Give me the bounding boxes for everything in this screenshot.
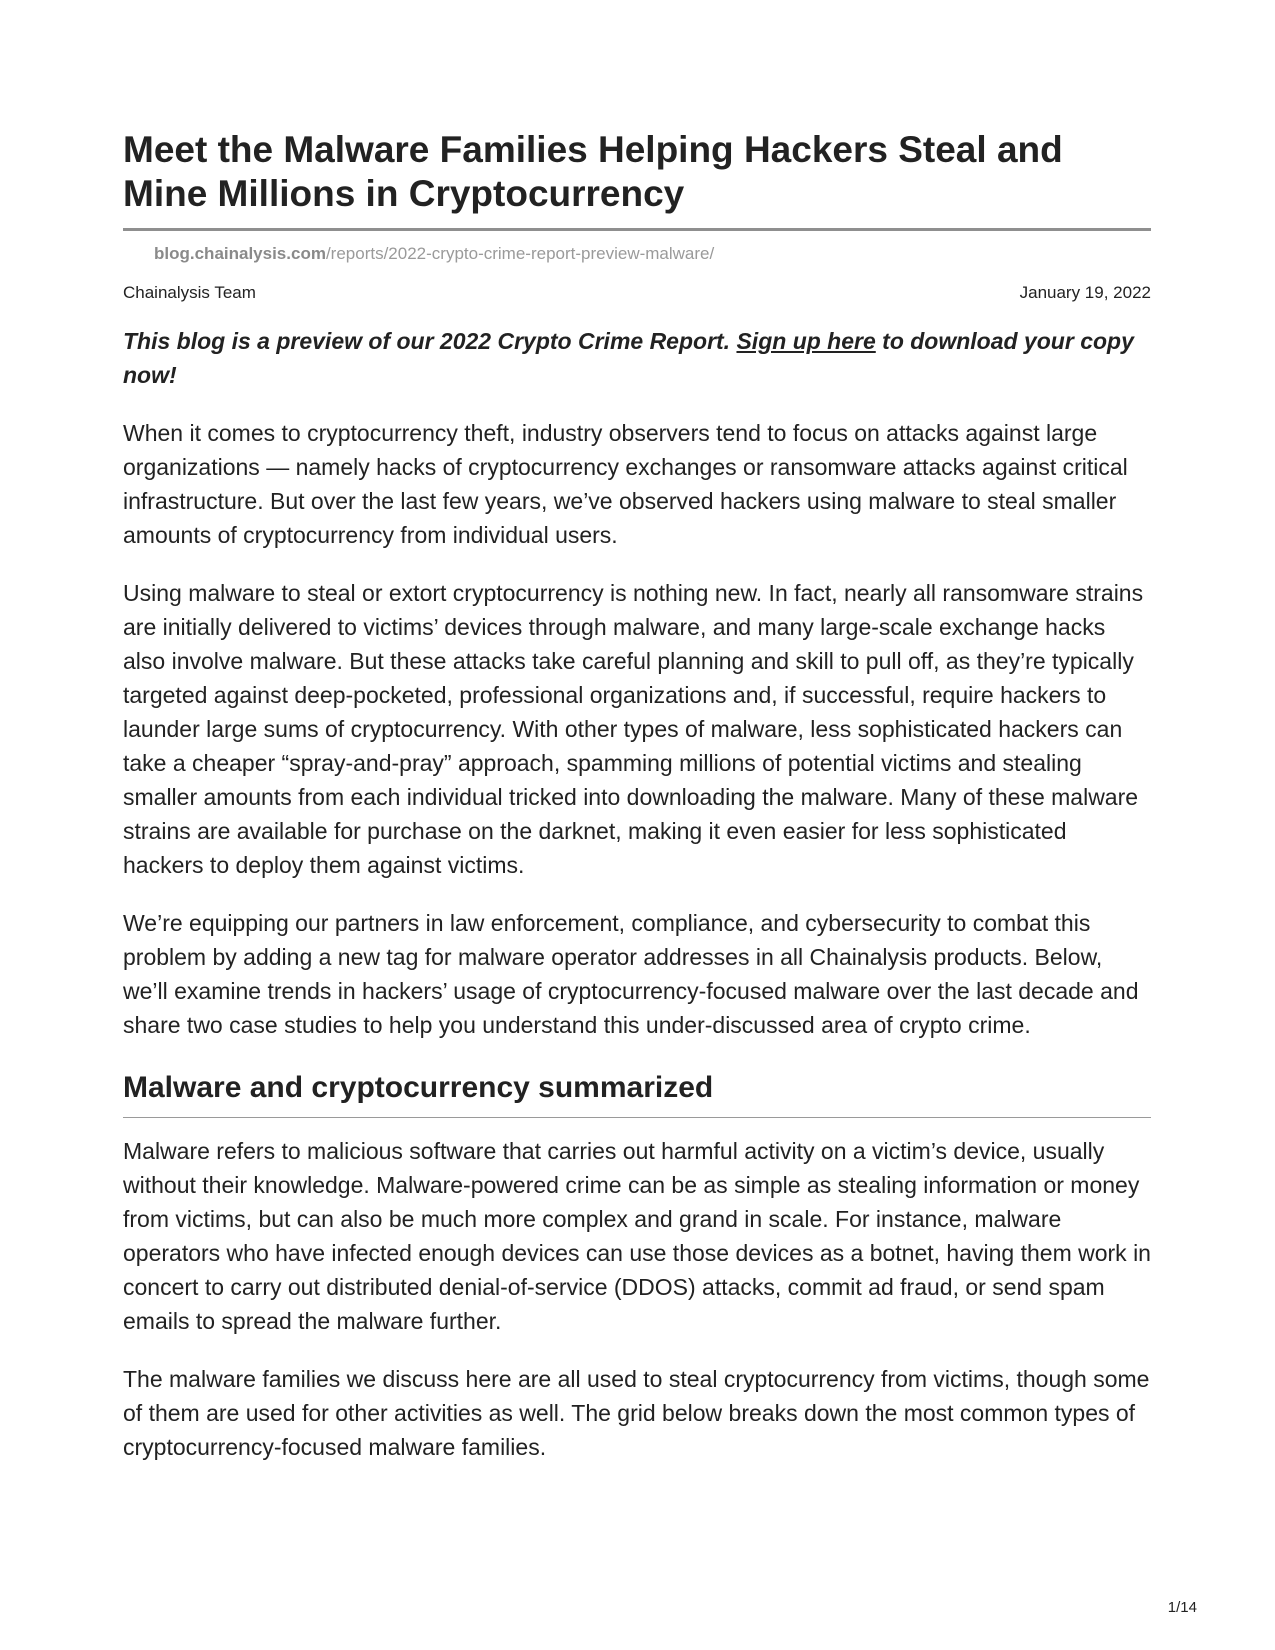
article-title: Meet the Malware Families Helping Hackers Steal and Mine Millions in Cryptocurrency <box>123 129 1063 214</box>
paragraph: Using malware to steal or extort cryptocurrency is nothing new. In fact, nearly all ransomware strains are initially delivered to victims’ devices through malware, and many large-scale exchange hacks also involve malware. But these attacks take careful planning and skill to pull off, as they’re typically targeted against deep-pocketed, professional organizations and, if successful, require hackers to launder large sums of cryptocurrency. With other types of malware, less sophisticated hackers can take a cheaper “spray-and-pray” approach, spamming millions of potential victims and stealing smaller amounts from each individual tricked into downloading the malware. Many of these malware strains are available for purchase on the darknet, making it even easier for less sophisticated hackers to deploy them against victims. <box>123 580 1144 878</box>
paragraph: We’re equipping our partners in law enforcement, compliance, and cybersecurity to combat this problem by adding a new tag for malware operator addresses in all Chainalysis products. Below, we’ll examine trends in hackers’ usage of cryptocurrency-focused malware over the last decade and share two case studies to help you understand this under-discussed area of crypto crime. <box>123 910 1139 1038</box>
section-heading: Malware and cryptocurrency summarized <box>123 1071 714 1104</box>
paragraph: Malware refers to malicious software that carries out harmful activity on a victim’s device, usually without their knowledge. Malware-powered crime can be as simple as stealing information or money from victims, but can also be much more complex and grand in scale. For instance, malware operators who have infected enough devices can use those devices as a botnet, having them work in concert to carry out distributed denial-of-service (DDOS) attacks, commit ad fraud, or send spam emails to spread the malware further. <box>123 1138 1151 1334</box>
article <box>123 122 1151 1464</box>
url-path[interactable]: /reports/2022-crypto-crime-report-preview-malware/ <box>325 244 715 263</box>
article-meta <box>123 282 1151 304</box>
url-host[interactable]: blog.chainalysis.com <box>154 244 326 263</box>
intro-text-after: to download your copy now! <box>123 328 1134 388</box>
source-url[interactable] <box>123 243 1151 265</box>
intro-text-before: This blog is a preview of our 2022 Crypto Crime Report. <box>123 328 737 354</box>
paragraph: The malware families we discuss here are all used to steal cryptocurrency from victims, though some of them are used for other activities as well. The grid below breaks down the most common types of cryptocurrency-focused malware families. <box>123 1366 1150 1460</box>
publish-date: January 19, 2022 <box>1019 283 1151 302</box>
sign-up-link[interactable]: Sign up here <box>736 328 876 354</box>
intro-callout <box>123 324 1151 392</box>
title-divider <box>123 228 1151 231</box>
section-divider <box>123 1117 1151 1118</box>
author: Chainalysis Team <box>123 283 256 302</box>
paragraph: When it comes to cryptocurrency theft, industry observers tend to focus on attacks against large organizations — namely hacks of cryptocurrency exchanges or ransomware attacks against critical infrastructure. But over the last few years, we’ve observed hackers using malware to steal smaller amounts of cryptocurrency from individual users. <box>123 420 1128 548</box>
page-number: 1/14 <box>1167 1599 1197 1616</box>
